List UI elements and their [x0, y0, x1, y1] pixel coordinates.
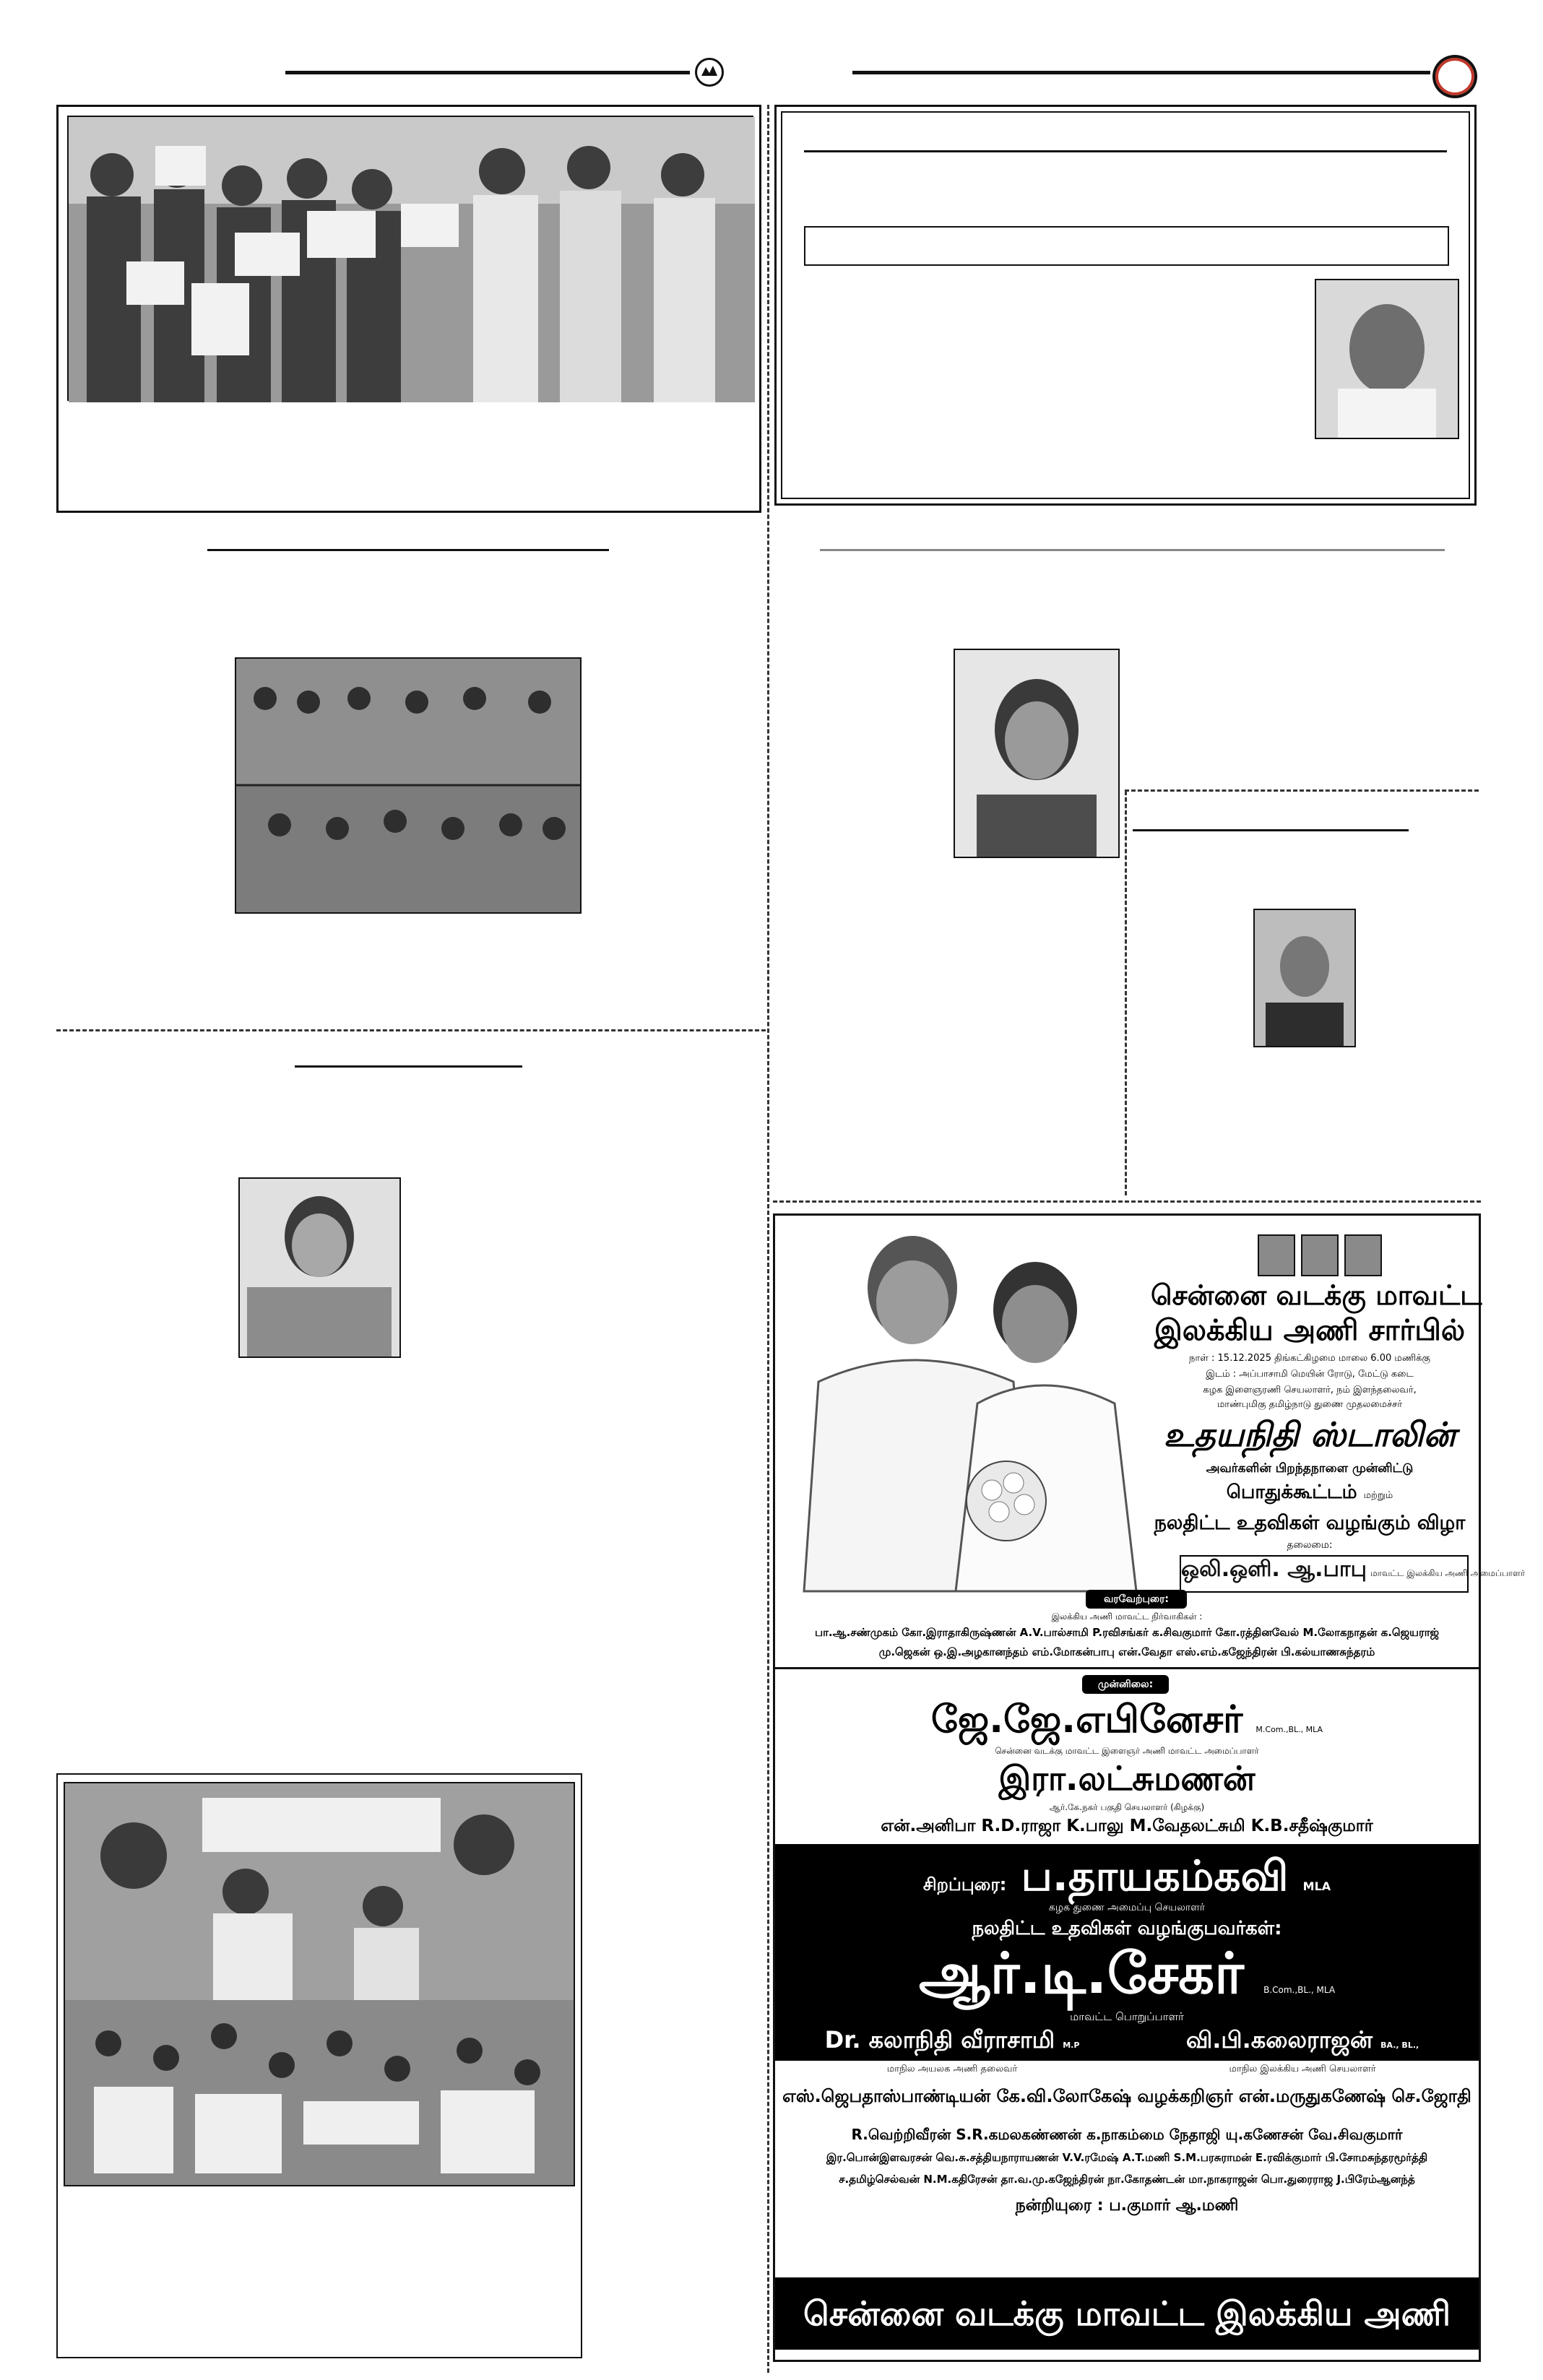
- ad-chair-role: மாவட்ட இலக்கிய அணி அமைப்பாளர்: [1370, 1568, 1526, 1578]
- story-left-middle-headline-rule: [207, 549, 609, 551]
- crowd-photo-illustration: [69, 117, 755, 402]
- ad-chair-box: [1180, 1555, 1526, 1593]
- ad-thanks-label: நன்றியுரை :: [1015, 2197, 1104, 2215]
- story-top-right-subhead-box: [804, 226, 1449, 266]
- ad-special-deg: MLA: [1302, 1879, 1331, 1893]
- ad-givers-label: நலதிட்ட உதவிகள் வழங்குபவர்கள்:: [972, 1918, 1282, 1939]
- ad-special: [775, 1851, 1479, 1906]
- ad-lead-2: இரா.லட்சுமணன்: [998, 1759, 1255, 1798]
- ad-and-text: மற்றும்: [1363, 1490, 1393, 1501]
- header-rule-right: [852, 71, 1430, 74]
- ad-giver-3-name: வி.பி.கலைராஜன்: [1185, 2026, 1373, 2054]
- ad-lead-1: [775, 1698, 1479, 1747]
- ad-date-line: நாள் : 15.12.2025 திங்கட்கிழமை மாலை 6.00 மணிக்கு: [1189, 1353, 1430, 1364]
- ad-title-1: சென்னை வடக்கு மாவட்ட: [1151, 1279, 1482, 1311]
- ad-birthday-line: அவர்களின் பிறந்தநாளை முன்னிட்டு: [1206, 1461, 1414, 1476]
- ad-giver-main-role: மாவட்ட பொறுப்பாளர்: [1070, 2010, 1184, 2023]
- ad-welcome-names-1: பா.ஆ.சண்முகம் கோ.இராதாகிருஷ்ணன் A.V.பால்சாமி P.ரவிசங்கர் க.சிவகுமார் கோ.ரத்தினவேல் M.லோகநாதன் க.ஜெயராஜ்: [814, 1626, 1440, 1639]
- page-number-badge: [1432, 55, 1477, 98]
- story-left-lower-portrait: [238, 1177, 401, 1358]
- ad-chair-name: ஒலி.ஒளி. ஆ.பாபு: [1181, 1557, 1367, 1582]
- ad-portrait-3: [1344, 1234, 1382, 1276]
- ad-place-line: இடம் : அப்பாசாமி மெயின் ரோடு, மேட்டு கடை: [1206, 1369, 1414, 1380]
- section-divider-right: [773, 1200, 1481, 1203]
- ad-chair-label: தலைமை:: [1287, 1539, 1333, 1551]
- ad-intro-line-2: மாண்புமிகு தமிழ்நாடு துணை முதலமைச்சர்: [1216, 1399, 1403, 1410]
- story-left-lower-headline-rule: [295, 1065, 522, 1068]
- ad-special-label: சிறப்புரை:: [922, 1874, 1007, 1895]
- ad-giver-3: [1136, 2026, 1469, 2058]
- column-divider-main: [767, 105, 769, 2373]
- ad-portrait-1: [1258, 1234, 1295, 1276]
- ad-leaders-photo: [775, 1216, 1180, 1591]
- story-top-right-portrait: [1315, 279, 1459, 439]
- section-divider-right-small: [1125, 789, 1479, 792]
- ad-special-name: ப.தாயகம்கவி: [1021, 1851, 1289, 1900]
- ad-others-3: இர.பொன்இளவரசன் வெ.சு.சத்தியநாராயணன் V.V.ரமேஷ் A.T.மணி S.M.பரசுராமன் E.ரவிக்குமார் பி.சோமசுந்தரமூர்த்தி: [826, 2151, 1428, 2164]
- ad-giver-2: [790, 2026, 1115, 2058]
- ad-lead-others: என்.அனிபா R.D.ராஜா K.பாலு M.வேதலட்சுமி K.B.சதீஷ்குமார்: [881, 1817, 1373, 1835]
- ad-welcome-label: வரவேற்புரை:: [1086, 1590, 1187, 1609]
- ad-intro-line-1: கழக இளைஞரணி செயலாளர், நம் இளந்தலைவர்,: [1203, 1385, 1417, 1395]
- ad-others-4: ச.தமிழ்செல்வன் N.M.கதிரேசன் தா.வ.மு.கஜேந்திரன் நா.கோதண்டன் மா.நாகராஜன் பொ.துரைராஜ J.பிரேம்ஆனந்த்: [839, 2173, 1415, 2186]
- ad-special-role: கழக துணை அமைப்பு செயலாளர்: [1048, 1902, 1206, 1913]
- ad-divider: [775, 1667, 1479, 1669]
- ad-hero-name: உதயநிதி ஸ்டாலின்: [1163, 1415, 1456, 1454]
- story-right-small-portrait: [1253, 909, 1356, 1047]
- header-rule-left: [285, 71, 690, 74]
- ad-giver-main: [775, 1942, 1479, 2014]
- story-left-middle-photo: [235, 657, 582, 914]
- ad-lead-2-role: ஆர்.கே.நகர் பகுதி செயலாளர் (கிழக்கு): [1049, 1802, 1205, 1812]
- story-top-right-box: [774, 105, 1477, 506]
- ad-welcome-names-2: மு.ஜெகன் ஒ.இ.அழகானந்தம் எம்.மோகன்பாபு என்.வேதா எஸ்.எம்.கஜேந்திரன் பி.கல்யாணசுந்தரம்: [878, 1645, 1375, 1658]
- column-divider-right: [1125, 791, 1127, 1195]
- story-right-middle-portrait: [954, 649, 1120, 858]
- story-left-bottom-photo: [64, 1782, 575, 2186]
- story-top-right-headline-rule: [804, 150, 1447, 152]
- ad-thanks-names: ப.குமார் ஆ.மணி: [1109, 2197, 1239, 2215]
- ad-giver-3-deg: BA., BL.,: [1380, 2041, 1419, 2050]
- story-top-left-photo: [67, 116, 753, 401]
- ad-thanks: [775, 2197, 1479, 2217]
- story-left-bottom-box: [56, 1773, 582, 2358]
- ad-giver-3-role: மாநில இலக்கிய அணி செயலாளர்: [1229, 2064, 1376, 2074]
- ad-others-2: R.வெற்றிவீரன் S.R.கமலகண்ணன் க.நாகம்மை நேதாஜி யு.கணேசன் வே.சிவகுமார்: [851, 2126, 1403, 2143]
- ad-meeting: [1151, 1481, 1469, 1505]
- ad-welfare: நலதிட்ட உதவிகள் வழங்கும் விழா: [1154, 1512, 1466, 1534]
- story-top-left-box: [56, 105, 761, 513]
- story-right-small-headline-rule: [1133, 829, 1409, 831]
- ad-footer: சென்னை வடக்கு மாவட்ட இலக்கிய அணி: [775, 2277, 1479, 2350]
- ad-meeting-text: பொதுக்கூட்டம்: [1226, 1481, 1357, 1503]
- ad-welcome-sub: இலக்கிய அணி மாவட்ட நிர்வாகிகள் :: [1051, 1611, 1203, 1622]
- party-logo-icon: [695, 58, 724, 87]
- ad-lead-label: முன்னிலை:: [1082, 1675, 1169, 1694]
- ad-small-portraits: [1258, 1234, 1388, 1276]
- section-divider-left: [56, 1029, 766, 1031]
- ad-giver-2-name: Dr. கலாநிதி வீராசாமி: [824, 2026, 1055, 2054]
- ad-giver-2-deg: M.P: [1063, 2041, 1080, 2050]
- event-advertisement: [773, 1213, 1526, 2362]
- ad-giver-2-role: மாநில அயலக அணி தலைவர்: [886, 2064, 1018, 2074]
- ad-others-1: எஸ்.ஜெபதாஸ்பாண்டியன் கே.வி.லோகேஷ் வழக்கறிஞர் என்.மருதுகணேஷ் செ.ஜோதி: [782, 2086, 1471, 2106]
- ad-lead-1-role: சென்னை வடக்கு மாவட்ட இளைஞர் அணி மாவட்ட அமைப்பாளர்: [995, 1746, 1259, 1756]
- ad-title-2: இலக்கிய அணி சார்பில்: [1154, 1314, 1466, 1347]
- ad-giver-main-deg: B.Com.,BL., MLA: [1263, 1985, 1336, 1995]
- story-right-middle-headline-rule: [820, 549, 1445, 551]
- ad-lead-1-deg: M.Com.,BL., MLA: [1255, 1725, 1323, 1734]
- ad-portrait-2: [1301, 1234, 1339, 1276]
- ad-lead-1-name: ஜே.ஜே.எபினேசர்: [930, 1698, 1243, 1741]
- ad-giver-main-name: ஆர்.டி.சேகர்: [918, 1942, 1244, 2007]
